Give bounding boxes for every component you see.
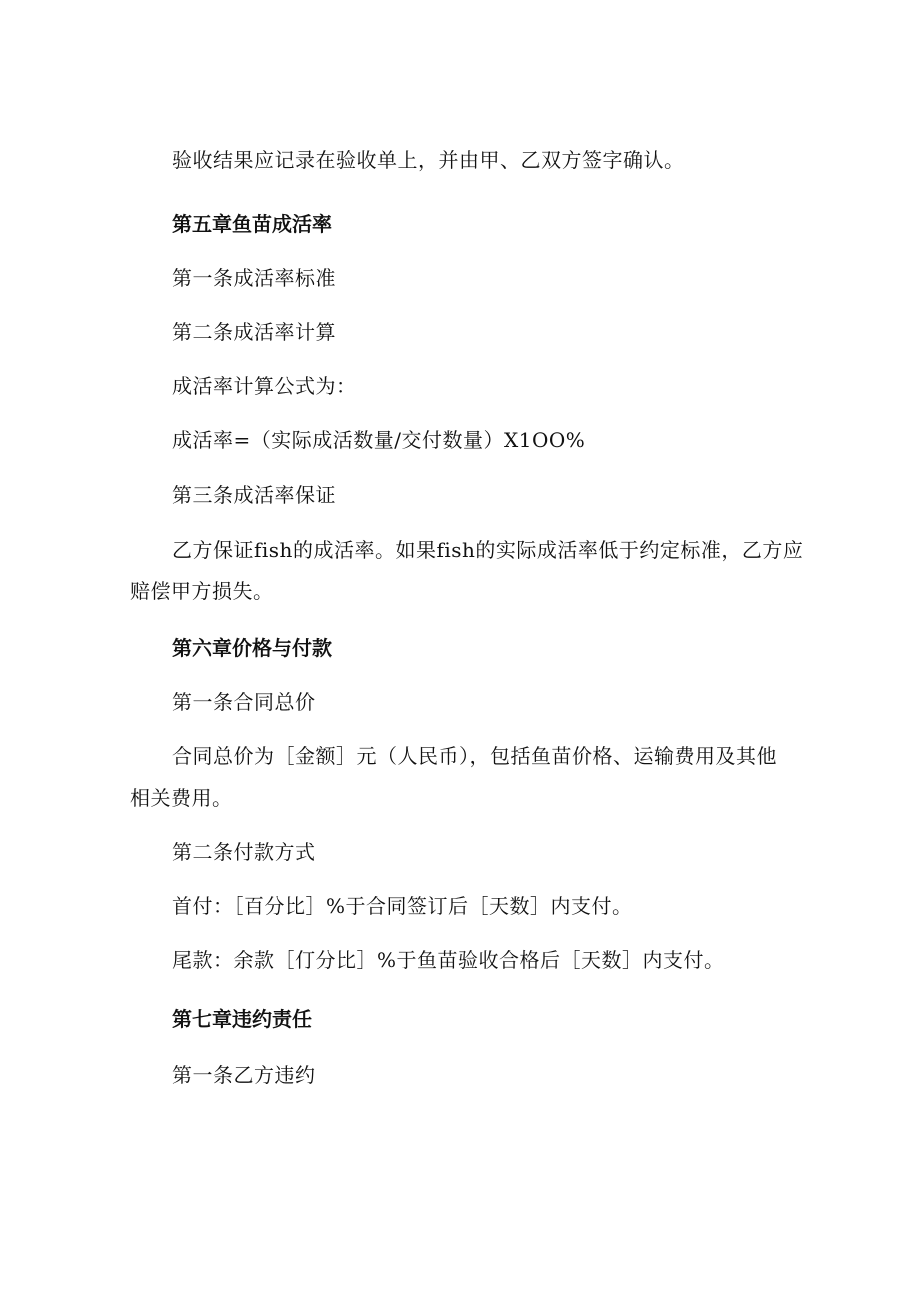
guarantee-line2: 赔偿甲方损失。 bbox=[130, 579, 274, 603]
chapter7-title: 第七章违约责任 bbox=[172, 1007, 312, 1031]
total-price-line2: 相关费用。 bbox=[130, 786, 233, 810]
chapter7-article1: 第一条乙方违约 bbox=[172, 1063, 316, 1087]
final-payment: 尾款：余款［仃分比］%于鱼苗验收合格后［天数］内支付。 bbox=[172, 948, 725, 972]
survival-rate-formula: 成活率=（实际成活数量/交付数量）X1OO% bbox=[172, 428, 586, 452]
chapter5-article2: 第二条成活率计算 bbox=[172, 320, 336, 344]
chapter5-article3: 第三条成活率保证 bbox=[172, 483, 336, 507]
first-payment: 首付：［百分比］%于合同签订后［天数］内支付。 bbox=[172, 894, 633, 918]
formula-intro: 成活率计算公式为： bbox=[172, 374, 357, 398]
acceptance-note: 验收结果应记录在验收单上，并由甲、乙双方签字确认。 bbox=[172, 148, 685, 172]
guarantee-line1: 乙方保证fish的成活率。如果fish的实际成活率低于约定标准，乙方应 bbox=[172, 538, 804, 562]
chapter6-article2: 第二条付款方式 bbox=[172, 840, 316, 864]
chapter5-title: 第五章鱼苗成活率 bbox=[172, 212, 332, 236]
chapter6-article1: 第一条合同总价 bbox=[172, 690, 316, 714]
chapter6-title: 第六章价格与付款 bbox=[172, 636, 332, 660]
chapter5-article1: 第一条成活率标准 bbox=[172, 266, 336, 290]
total-price-line1: 合同总价为［金额］元（人民币），包括鱼苗价格、运输费用及其他 bbox=[172, 744, 777, 768]
